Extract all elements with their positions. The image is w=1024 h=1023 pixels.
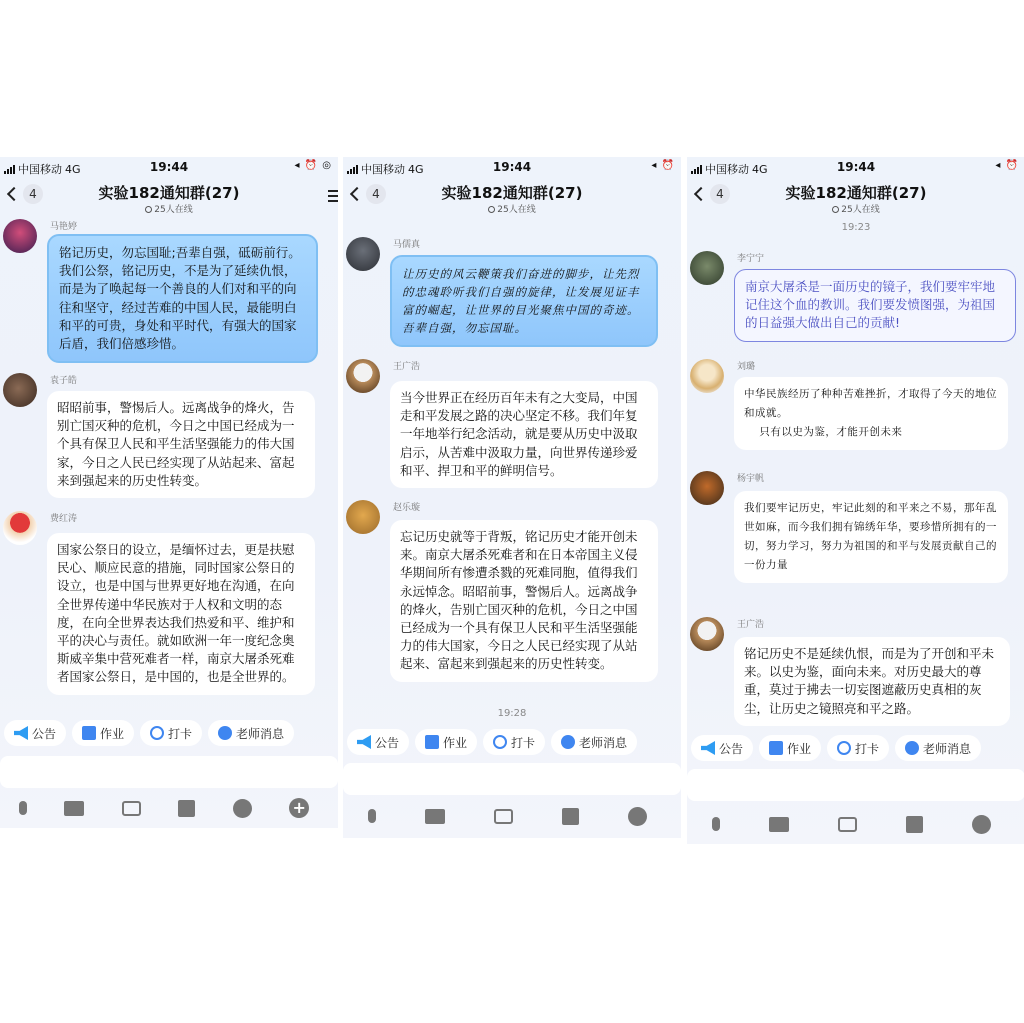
online-count: 25人在线 [343,202,681,215]
avatar[interactable] [690,359,724,393]
checkmark-icon [150,726,164,740]
message-bubble[interactable]: 铭记历史，勿忘国耻;吾辈自强，砥砺前行。我们公祭，铭记历史，不是为了延续仇恨，而是为了唤起每一个善良的人们对和平的向往和坚守，经过苦难的中国人民，最能明白和平的可贵，身处和平时代，有强大的国家后盾，我们倍感珍惜。 [47,234,318,363]
checkin-chip[interactable]: 打卡 [140,720,202,746]
status-bar [687,157,1024,177]
message-bubble[interactable]: 当今世界正在经历百年未有之大变局，中国走和平发展之路的决心坚定不移。我们年复一年地举行纪念活动，就是要从历史中汲取启示，从苦难中汲取力量，向世界传递珍爱和平、捍卫和平的鲜明信号。 [390,381,658,488]
megaphone-icon [14,726,28,740]
microphone-icon[interactable] [712,817,720,831]
avatar[interactable] [346,500,380,534]
online-count: 25人在线 [687,202,1024,215]
message-bubble[interactable]: 国家公祭日的设立，是缅怀过去，更是扶慰民心、顺应民意的措施，同时国家公祭日的设立，也是中国与世界更好地在沟通，在向全世界传递中华民族对于人权和文明的态度，在向全世界表达我们热爱和平、维护和平的决心与责任。就如欧洲一年一度纪念奥斯威辛集中营死难者一样，南京大屠杀死难者国家公祭日，是中国的，也是全世界的。 [47,533,315,695]
message-input[interactable] [343,763,681,795]
clock: 19:44 [836,160,876,174]
chat-screenshot-2 [343,157,681,838]
clock: 19:44 [149,160,189,174]
sender-name: 马艳婷 [50,222,78,232]
input-toolbar [687,809,1024,839]
red-packet-icon[interactable] [562,808,579,825]
message-bubble[interactable]: 中华民族经历了种种苦难挫折，才取得了今天的地位和成就。 只有以史为鉴，才能开创未来 [734,377,1008,450]
camera-icon[interactable] [122,801,141,816]
megaphone-icon [701,741,715,755]
sender-name: 刘璐 [737,362,756,372]
checkin-chip[interactable]: 打卡 [827,735,889,761]
network-label: 4G [408,162,424,176]
announcement-chip[interactable]: 公告 [4,720,66,746]
time-separator: 19:28 [497,708,527,719]
message-bubble[interactable]: 忘记历史就等于背叛，铭记历史才能开创未来。南京大屠杀死难者和在日本帝国主义侵华期间所有惨遭杀戮的死难同胞，值得我们永远悼念。昭昭前事，警惕后人。远离战争的烽火，告别亡国灭种的危机，今日之中国已经成为一个具有保卫人民和平生活坚强能力的伟大国家，今日之人民已经实现了从站起来、富起来到强起来的历史性转变。 [390,520,658,682]
checkmark-icon [493,735,507,749]
red-packet-icon[interactable] [906,816,923,833]
carrier-label: 中国移动 [705,163,749,176]
announcement-chip[interactable]: 公告 [347,729,409,755]
message-bubble[interactable]: 昭昭前事，警惕后人。远离战争的烽火，告别亡国灭种的危机，今日之中国已经成为一个具有保卫人民和平生活坚强能力的伟大国家，今日之人民已经实现了从站起来、富起来到强起来的历史性转变。 [47,391,315,498]
megaphone-icon [357,735,371,749]
online-icon [145,206,152,213]
unread-count-badge: 4 [23,184,43,204]
time-separator: 19:23 [841,222,871,233]
chat-header [343,177,681,219]
emoji-icon[interactable] [972,815,991,834]
camera-icon[interactable] [838,817,857,832]
chat-screenshot-1 [0,157,338,828]
sender-name: 王广浩 [393,362,421,372]
chat-icon [218,726,232,740]
chat-icon [905,741,919,755]
document-icon [769,741,783,755]
avatar[interactable] [3,511,37,545]
online-icon [488,206,495,213]
unread-count-badge: 4 [710,184,730,204]
checkmark-icon [837,741,851,755]
status-icons: ◂ ⏰ ◎ [294,160,332,171]
status-icons: ◂ ⏰ [995,160,1019,171]
image-icon[interactable] [769,817,789,832]
sender-name: 杨宇帆 [737,474,765,484]
image-icon[interactable] [425,809,445,824]
emoji-icon[interactable] [233,799,252,818]
quick-actions [0,720,338,746]
document-icon [82,726,96,740]
red-packet-icon[interactable] [178,800,195,817]
online-icon [832,206,839,213]
teacher-message-chip[interactable]: 老师消息 [895,735,981,761]
homework-chip[interactable]: 作业 [72,720,134,746]
sender-name: 李宁宁 [737,254,765,264]
group-title: 实验182通知群(27) [98,184,240,202]
teacher-message-chip[interactable]: 老师消息 [208,720,294,746]
avatar[interactable] [3,219,37,253]
avatar[interactable] [346,237,380,271]
input-toolbar [0,793,338,823]
avatar[interactable] [346,359,380,393]
chat-icon [561,735,575,749]
homework-chip[interactable]: 作业 [415,729,477,755]
checkin-chip[interactable]: 打卡 [483,729,545,755]
sender-name: 马儒真 [393,240,421,250]
microphone-icon[interactable] [368,809,376,823]
document-icon [425,735,439,749]
emoji-icon[interactable] [628,807,647,826]
chat-header [687,177,1024,219]
chat-header [0,177,338,219]
quick-actions [687,735,1024,761]
sender-name: 王广浩 [737,620,765,630]
clock: 19:44 [492,160,532,174]
network-label: 4G [752,162,768,176]
carrier-label: 中国移动 [18,163,62,176]
homework-chip[interactable]: 作业 [759,735,821,761]
status-bar [343,157,681,177]
group-title: 实验182通知群(27) [785,184,927,202]
menu-icon[interactable] [328,190,338,202]
carrier-label: 中国移动 [361,163,405,176]
status-icons: ◂ ⏰ [651,160,675,171]
sender-name: 费红涛 [50,514,78,524]
status-bar [0,157,338,177]
camera-icon[interactable] [494,809,513,824]
sender-name: 袁子皓 [50,376,78,386]
microphone-icon[interactable] [19,801,27,815]
sender-name: 赵乐璇 [393,503,421,513]
message-input[interactable] [687,769,1024,801]
quick-actions [343,729,681,755]
network-label: 4G [65,162,81,176]
plus-icon[interactable]: + [289,798,309,818]
message-bubble[interactable]: 我们要牢记历史，牢记此刻的和平来之不易，那年乱世如麻，而今我们拥有锦绣年华，要珍惜所拥有的一切，努力学习，努力为祖国的和平与发展贡献自己的一份力量 [734,491,1008,583]
teacher-message-chip[interactable]: 老师消息 [551,729,637,755]
group-title: 实验182通知群(27) [441,184,583,202]
input-toolbar [343,801,681,831]
image-icon[interactable] [64,801,84,816]
avatar[interactable] [690,251,724,285]
message-bubble[interactable]: 南京大屠杀是一面历史的镜子，我们要牢牢地记住这个血的教训。我们要发愤图强，为祖国的日益强大做出自己的贡献! [734,269,1016,342]
avatar[interactable] [3,373,37,407]
message-input[interactable] [0,756,338,788]
avatar[interactable] [690,617,724,651]
message-bubble[interactable]: 让历史的风云鞭策我们奋进的脚步，让先烈的忠魂聆听我们自强的旋律，让发展见证丰富的崛起，让世界的目光聚焦中国的奇迹。吾辈自强，勿忘国耻。 [390,255,658,347]
message-bubble[interactable]: 铭记历史不是延续仇恨，而是为了开创和平未来。以史为鉴，面向未来。对历史最大的尊重，莫过于拂去一切妄图遮蔽历史真相的灰尘，让历史之镜照亮和平之路。 [734,637,1010,726]
chat-screenshot-3 [687,157,1024,844]
online-count: 25人在线 [0,202,338,215]
avatar[interactable] [690,471,724,505]
announcement-chip[interactable]: 公告 [691,735,753,761]
unread-count-badge: 4 [366,184,386,204]
